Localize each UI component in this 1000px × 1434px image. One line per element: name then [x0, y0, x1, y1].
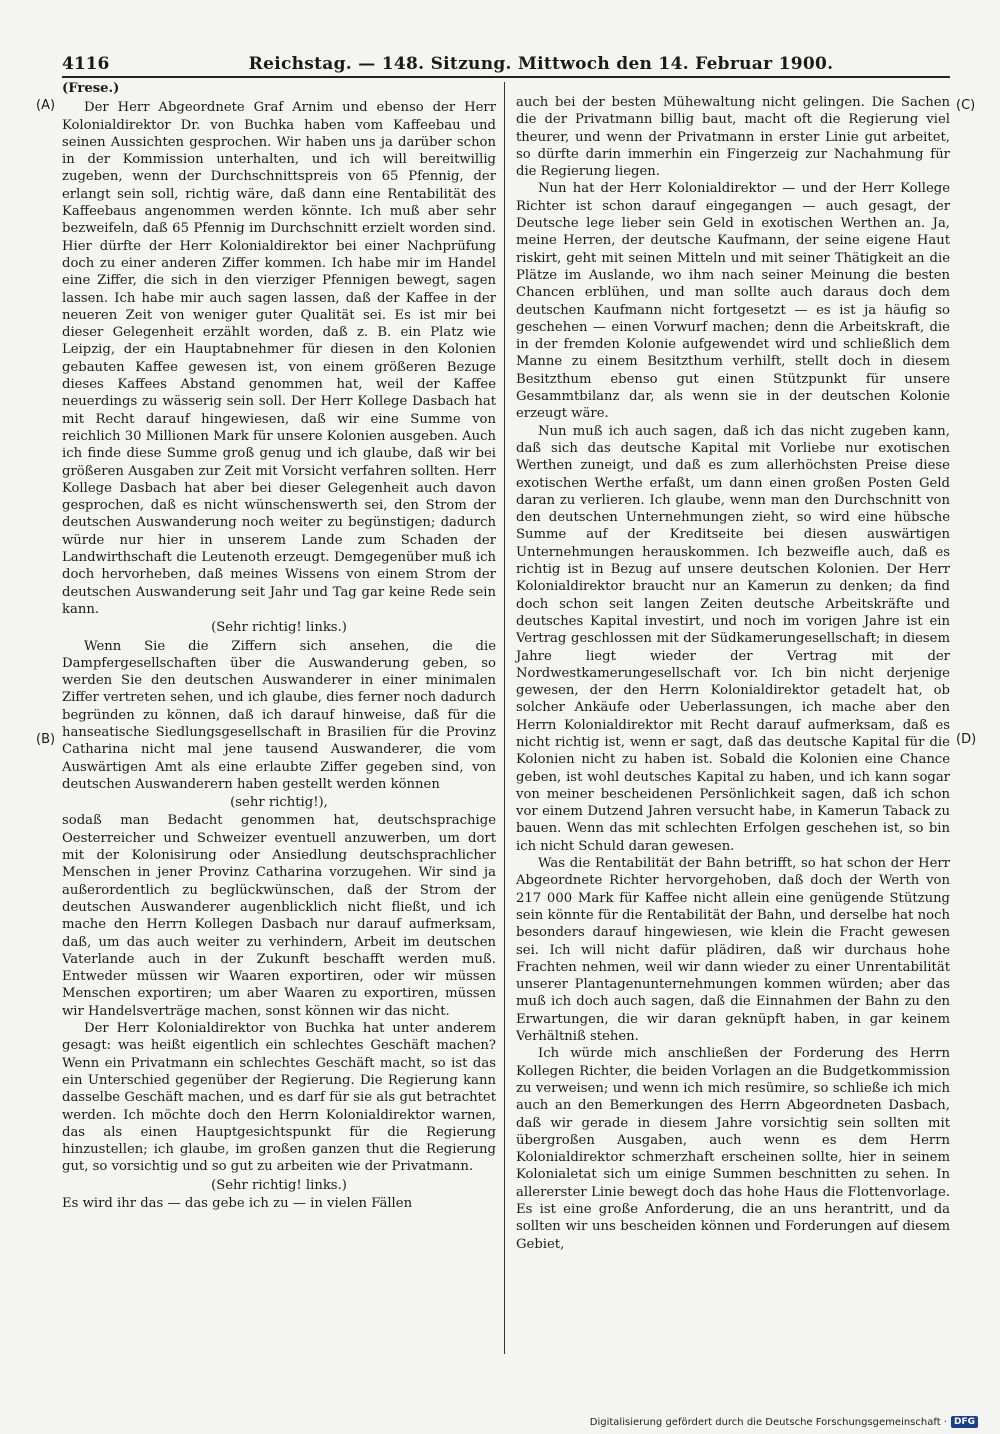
right-paragraphs — [516, 94, 950, 1253]
speaker-name: (Frese.) — [62, 81, 120, 96]
footer-credit — [590, 1414, 978, 1430]
paragraph: Der Herr Kolonialdirektor von Buchka hat unter anderem gesagt: was heißt eigentlich ein schlechtes Geschäft machen? Wenn ein Privatmann ein schlechtes Geschäft macht, so ist das ein Unterschied gegenüber der Regierung. Die Regierung kann dasselbe Geschäft machen, und es darf für sie als gut betrachtet werden. Ich möchte doch den Herrn Kolonialdirektor warnen, das als einen Hauptgesichtspunkt für die Regierung hinzustellen; ich glaube, im großen ganzen thut die Regierung gut, so vorsichtig und so gut zu arbeiten wie der Privatmann. — [62, 1021, 496, 1175]
paragraph: Nun muß ich auch sagen, daß ich das nicht zugeben kann, daß sich das deutsche Kapital mit Vorliebe nur exotischen Werthen zuneigt, und daß es zum allerhöchsten Preise diese exotischen Werthe erfaßt, um dann einen großen Posten Geld daran zu verlieren. Ich glaube, wenn man den Durchschnitt von den deutschen Unternehmungen zieht, so wird eine hübsche Summe auf der Kreditseite bei diesen auswärtigen Unternehmungen herauskommen. Ich bezweifle auch, daß es richtig ist in Bezug auf unsere deutschen Kolonien. Der Herr Kolonialdirektor braucht nur an Kamerun zu denken; da find doch schon seit langen Zeiten deutsche Arbeitskräfte und deutsches Kapital investirt, und noch im vorigen Jahre ist ein Vertrag geschlossen mit der Südkamerungesellschaft; in diesem Jahre liegt wieder der Vertrag mit der Nordwestkamerungesellschaft vor. Ich bin nicht derjenige gewesen, der den Herrn Kolonialdirektor getadelt hat, ob solcher Ankäufe oder Ueberlassungen, ich mache aber den Herrn Kolonialdirektor mit Recht darauf aufmerksam, daß es nicht richtig ist, wenn er sagt, daß das deutsche Kapital für die Kolonien nicht zu haben ist. Sobald die Kolonien eine Chance geben, ist wohl deutsches Kapital zu haben, und ich kann sogar von meiner bescheidenen Persönlichkeit sagen, daß ich schon vor einem Dutzend Jahren versucht habe, in Kamerun Taback zu bauen. Wenn das mit schlechten Erfolgen geschehen ist, so bin ich nicht Schuld daran gewesen. — [516, 423, 950, 854]
page-number: 4116 — [62, 54, 110, 74]
interjection: (Sehr richtig! links.) — [211, 1177, 347, 1193]
dfg-logo: DFG — [951, 1416, 978, 1428]
margin-mark-b: (B) — [36, 732, 56, 747]
header-rule — [62, 76, 950, 78]
paragraph: Der Herr Abgeordnete Graf Arnim und ebenso der Herr Kolonialdirektor Dr. von Buchka haben vom Kaffeebau und seinen Aussichten gesprochen. Wir haben uns ja darüber schon in der Kommission unterhalten, und ich will bereitwillig zugeben, wenn der Durchschnittspreis von 65 Pfennig, der erlangt sein soll, richtig wäre, daß dann eine Rentabilität des Kaffeebaus angenommen werden könnte. Ich muß aber sehr bezweifeln, daß 65 Pfennig im Durchschnitt erzielt worden sind. Hier dürfte der Herr Kolonialdirektor bei einer Nachprüfung doch zu einer anderen Ziffer kommen. Ich habe mir im Handel eine Ziffer, die sich in den vierziger Pfennigen bewegt, sagen lassen. Ich habe mir auch sagen lassen, daß der Kaffee in der neueren Zeit von weniger guter Qualität sei. Es ist mir bei dieser Gelegenheit erzählt worden, daß z. B. ein Platz wie Leipzig, der ein Hauptabnehmer für diesen in den Kolonien gebauten Kaffee gewesen ist, von einem größeren Bezuge dieses Kaffees Abstand genommen hat, weil der Kaffee neuerdings zu wässerig sein soll. Der Herr Kollege Dasbach hat mit Recht darauf hingewiesen, daß wir eine Summe von reichlich 30 Millionen Mark für unsere Kolonien ausgeben. Auch ich finde diese Summe groß genug und ich glaube, daß wir bei größeren Ausgaben zur Zeit mit Vorsicht verfahren sollten. Herr Kollege Dasbach hat aber bei dieser Gelegenheit auch davon gesprochen, daß es nicht wünschenswerth sei, den Strom der deutschen Auswanderung noch weiter zu begünstigen; dadurch würde nur hier in unserem Lande zum Schaden der Landwirthschaft die Leutenoth erzeugt. Demgegenüber muß ich doch hervorheben, daß meines Wissens von einem Strom der deutschen Auswanderung seit Jahr und Tag gar keine Rede sein kann. — [62, 100, 496, 617]
interjection: (sehr richtig!), — [230, 795, 328, 811]
paragraph: Es wird ihr das — das gebe ich zu — in vielen Fällen — [62, 1196, 413, 1211]
margin-mark-d: (D) — [956, 732, 977, 747]
footer-credit-text: Digitalisierung gefördert durch die Deutsche Forschungsgemeinschaft · — [589, 1416, 947, 1428]
paragraph: Was die Rentabilität der Bahn betrifft, so hat schon der Herr Abgeordnete Richter hervorgehoben, daß doch der Werth von 217 000 Mark für Kaffee nicht allein eine genügende Stützung sein könnte für die Rentabilität der Bahn, und derselbe hat noch besonders darauf hingewiesen, wie klein die Fracht gewesen sei. Ich will nicht dafür plädiren, daß wir durchaus hohe Frachten nehmen, weil wir dann wieder zu einer Unrentabilität unserer Plantagenunternehmungen kommen würden; aber das muß ich doch auch sagen, daß die Einnahmen der Bahn zu den Erwartungen, die wir daran geknüpft haben, in gar keinem Verhältniß stehen. — [516, 856, 950, 1045]
page-title: Reichstag. — 148. Sitzung. Mittwoch den 14. Februar 1900. — [248, 54, 834, 74]
paragraph: sodaß man Bedacht genommen hat, deutschsprachige Oesterreicher und Schweizer eventuell anzuwerben, um dort mit der Kolonisirung oder Ansiedlung deutschsprachlicher Menschen in jener Provinz Catharina vorzugehen. Wir sind ja außerordentlich zu beglückwünschen, daß der Strom der deutschen Auswanderer augenblicklich nicht fließt, und ich mache den Herrn Kollegen Dasbach nur darauf aufmerksam, daß, um das auch weiter zu verhindern, Arbeit im deutschen Vaterlande auch in der Zukunft beschafft werden muß. Entweder müssen wir Waaren exportiren, oder wir müssen Menschen exportiren; um aber Waaren zu exportiren, müssen wir Handelsverträge machen, sonst können wir das nicht. — [62, 813, 496, 1019]
column-divider — [504, 82, 505, 1354]
margin-mark-a: (A) — [36, 98, 56, 113]
left-paragraphs — [62, 99, 496, 1212]
paragraph: Ich würde mich anschließen der Forderung des Herrn Kollegen Richter, die beiden Vorlagen an die Budgetkommission zu verweisen; und wenn ich mich resümire, so schließe ich mich auch an den Bemerkungen des Herrn Abgeordneten Dasbach, daß wir gerade in diesem Jahre vorsichtig sein sollten mit übergroßen Ausgaben, auch wenn es dem Herrn Kolonialdirektor schmerzhaft erscheinen sollte, hier in seinem Kolonialetat sich um einige Summen beschnitten zu sehen. In allererster Linie bewegt doch das hohe Haus die Flottenvorlage. Es ist eine große Anforderung, die an uns herantritt, und da sollten wir uns bescheiden können und Forderungen auf diesem Gebiet, — [516, 1046, 950, 1252]
paragraph: Nun hat der Herr Kolonialdirektor — und der Herr Kollege Richter ist schon darauf eingegangen — auch gesagt, der Deutsche lege lieber sein Geld in exotischen Werthen an. Ja, meine Herren, der deutsche Kaufmann, der seine eigene Haut riskirt, geht mit seinen Mitteln und mit seiner Thätigkeit an die Plätze im Auslande, wo ihm nach seiner Meinung die besten Chancen erblühen, und man sollte auch daraus doch dem deutschen Kaufmann nicht fortgesetzt — es ist ja häufig so geschehen — einen Vorwurf machen; denn die Arbeitskraft, die in der fremden Kolonie aufgewendet wird und schließlich dem Manne zu einem Besitzthum verhilft, stellt doch in diesem Besitzthum ebenso gut einen Stützpunkt für unsere Gesammtbilanz dar, als wenn sie in der deutschen Kolonie erzeugt wäre. — [516, 181, 950, 422]
paragraph: auch bei der besten Mühewaltung nicht gelingen. Die Sachen die der Privatmann billig baut, macht oft die Regierung viel theurer, und wenn der Privatmann in erster Linie gut arbeitet, so dürfte darin immerhin ein Fingerzeig zur Nachahmung für die Regierung liegen. — [516, 95, 950, 180]
page-header — [62, 40, 950, 74]
left-column — [62, 80, 496, 1212]
right-column — [516, 94, 950, 1253]
margin-mark-c: (C) — [956, 98, 976, 113]
paragraph: Wenn Sie die Ziffern sich ansehen, die die Dampfergesellschaften über die Auswanderung geben, so werden Sie den deutschen Auswanderer in einer minimalen Ziffer vertreten sehen, und ich glaube, dies ferner noch dadurch begründen zu können, daß ich darauf hinweise, daß für die hanseatische Siedlungsgesellschaft in Brasilien für die Provinz Catharina nicht mal jene tausend Auswanderer, die vom Auswärtigen Amt als eine erlaubte Ziffer gegeben sind, von deutschen Auswanderern haben gestellt werden können — [62, 638, 496, 792]
interjection: (Sehr richtig! links.) — [211, 620, 347, 636]
